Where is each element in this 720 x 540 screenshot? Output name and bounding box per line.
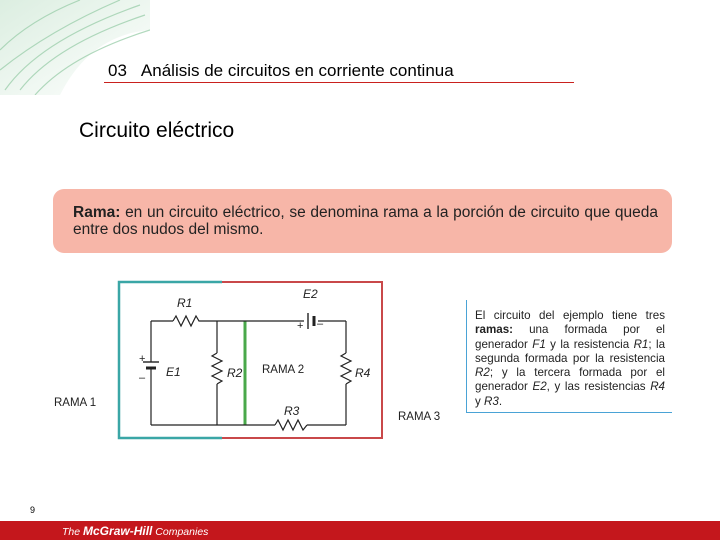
resistor-r3 bbox=[275, 420, 307, 430]
label-minus-left: – bbox=[139, 372, 146, 384]
logo-prefix: The bbox=[62, 526, 84, 538]
resistor-r1 bbox=[173, 316, 201, 326]
rama1-outline bbox=[119, 282, 222, 438]
note-part: y la resistencia bbox=[545, 337, 634, 351]
label-rama3: RAMA 3 bbox=[398, 411, 441, 423]
resistor-r2 bbox=[212, 353, 222, 384]
label-minus-top: – bbox=[317, 318, 324, 330]
label-r4: R4 bbox=[355, 366, 371, 380]
note-part: . bbox=[498, 394, 503, 408]
label-r1: R1 bbox=[177, 296, 193, 310]
publisher-logo bbox=[62, 524, 208, 538]
note-symbol: R1 bbox=[633, 337, 649, 351]
note-symbol: F1 bbox=[532, 337, 546, 351]
note-part: ; la segunda formada por la resistencia bbox=[475, 337, 666, 365]
note-symbol: R2 bbox=[475, 366, 490, 380]
chapter-title: Análisis de circuitos en corriente continua bbox=[140, 61, 454, 80]
definition-term: Rama: bbox=[73, 204, 121, 221]
note-part: y bbox=[475, 394, 485, 408]
label-plus-left: + bbox=[139, 353, 146, 365]
label-rama2: RAMA 2 bbox=[262, 364, 305, 376]
logo-suffix: Companies bbox=[152, 526, 209, 538]
definition-body: en un circuito eléctrico, se denomina rama a la porción de circuito que queda entre dos nudos del mismo. bbox=[73, 204, 658, 238]
page-number: 9 bbox=[30, 505, 36, 515]
label-rama1: RAMA 1 bbox=[54, 397, 97, 409]
resistor-r4 bbox=[341, 353, 351, 384]
label-e2: E2 bbox=[303, 287, 318, 301]
note-part: El circuito del ejemplo tiene tres bbox=[475, 309, 665, 322]
note-part: una formada por el generador bbox=[475, 323, 665, 351]
label-e1: E1 bbox=[166, 365, 181, 379]
note-term: ramas: bbox=[475, 323, 514, 337]
slide-title: Circuito eléctrico bbox=[79, 119, 235, 142]
chapter-number: 03 bbox=[108, 61, 127, 80]
circuit-diagram bbox=[0, 270, 460, 450]
note-symbol: R3 bbox=[484, 394, 499, 408]
chapter-heading bbox=[108, 61, 454, 81]
definition-text bbox=[73, 204, 658, 238]
note-symbol: E2 bbox=[532, 380, 547, 394]
note-part: ; y la tercera formada por el generador bbox=[475, 366, 665, 394]
label-plus-top: + bbox=[297, 320, 304, 332]
chapter-underline bbox=[104, 82, 574, 83]
note-symbol: R4 bbox=[650, 380, 666, 394]
logo-brand: McGraw-Hill bbox=[83, 524, 153, 538]
note-text bbox=[475, 309, 665, 409]
label-r2: R2 bbox=[227, 366, 243, 380]
label-r3: R3 bbox=[284, 404, 300, 418]
note-part: , y las resistencias bbox=[546, 380, 651, 394]
